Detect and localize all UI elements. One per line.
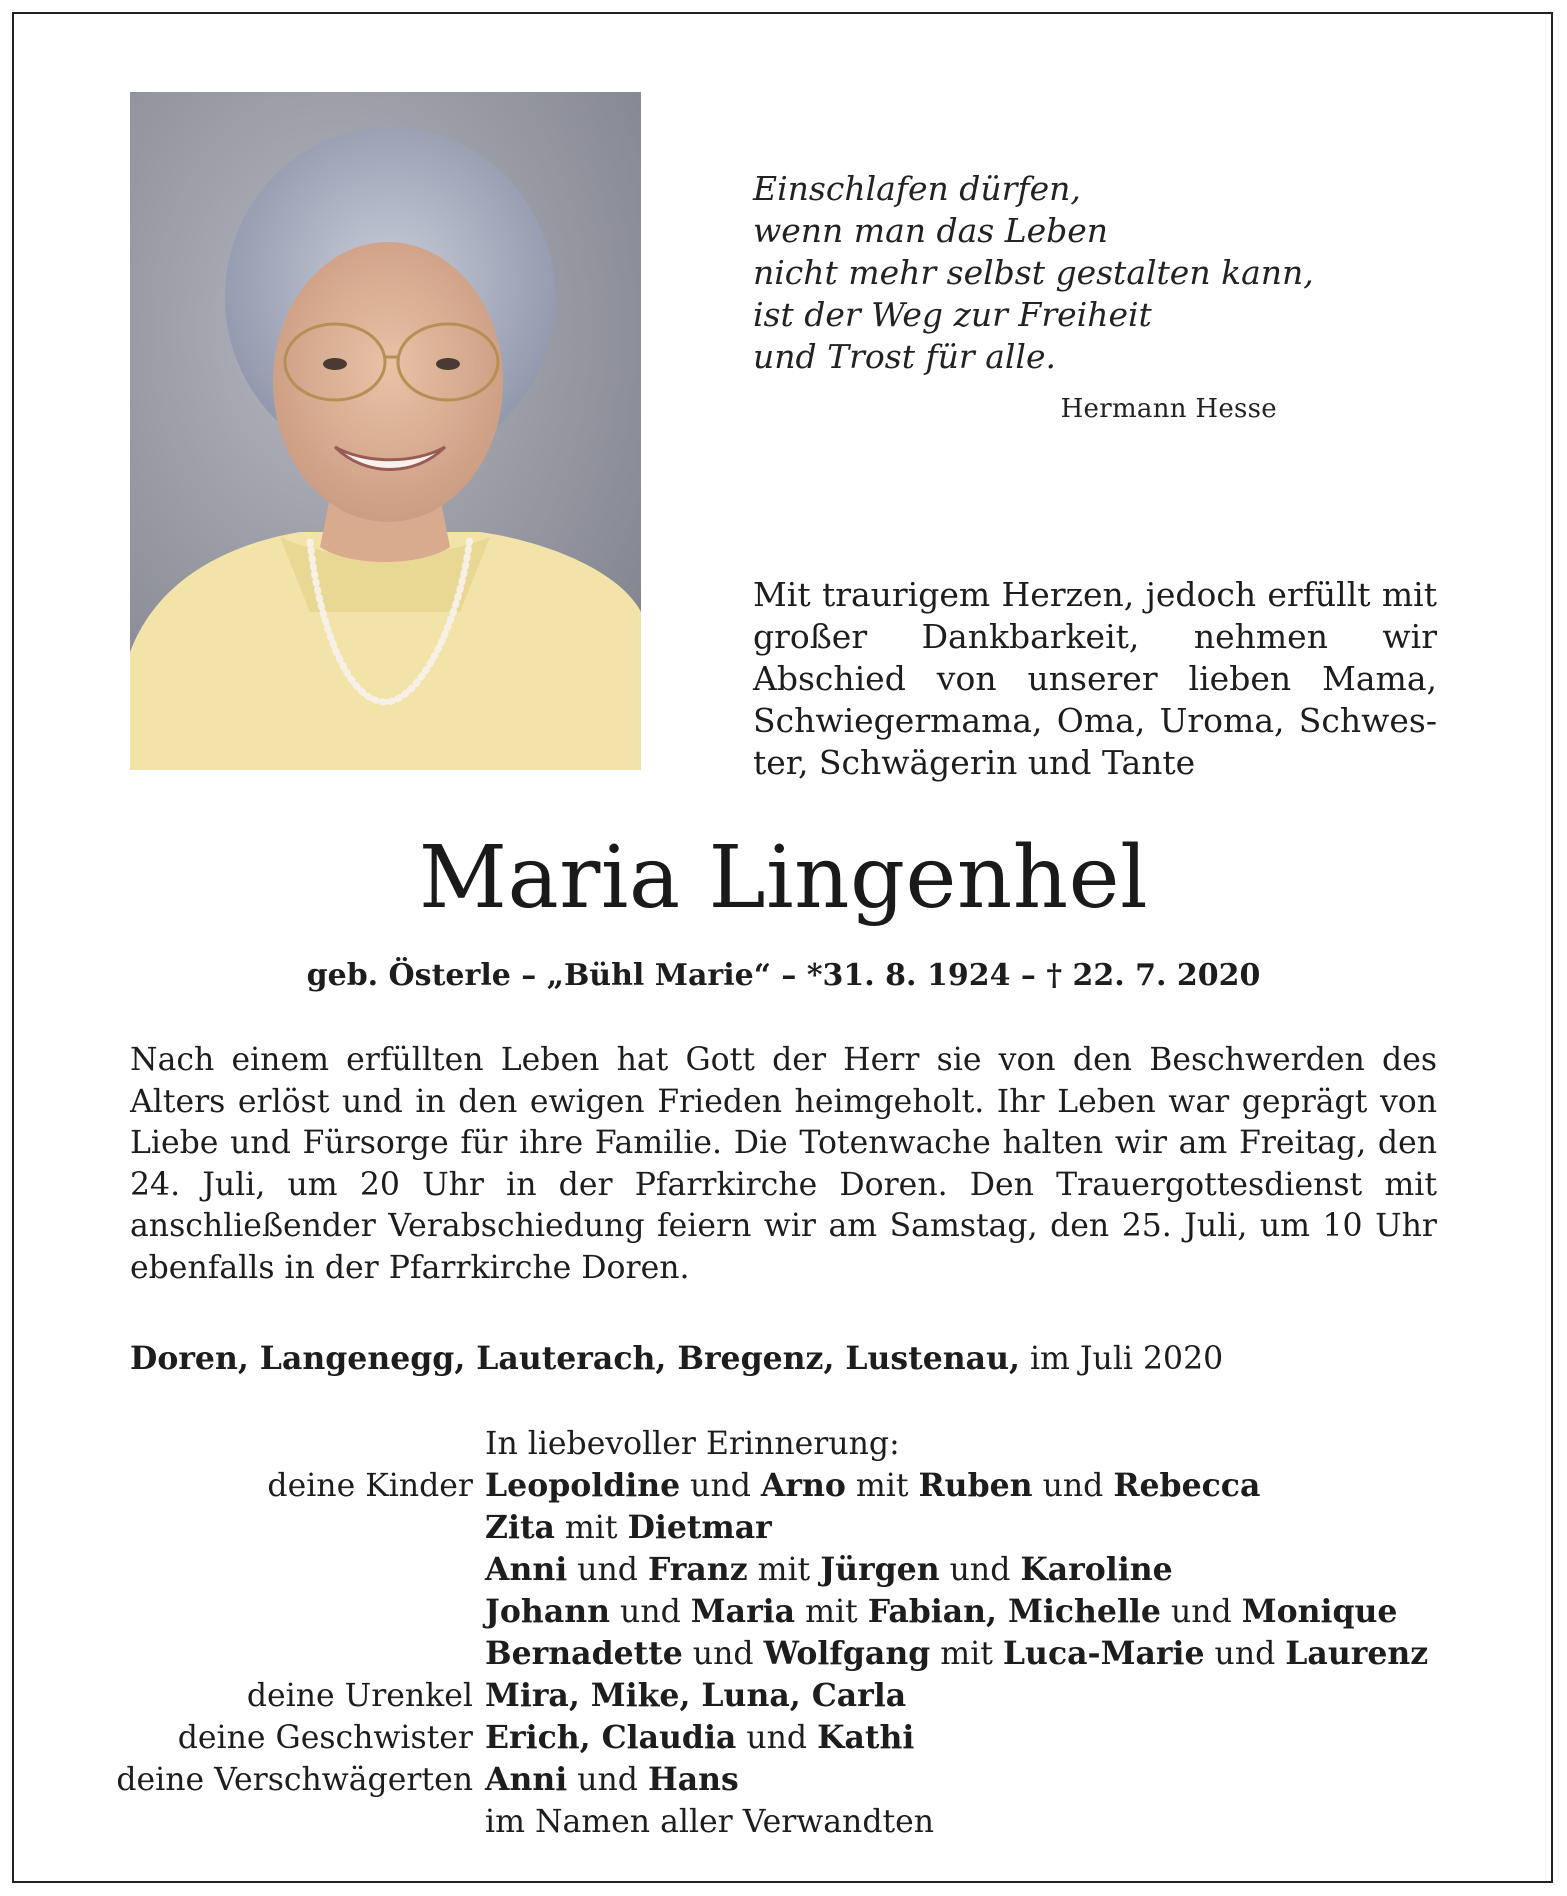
family-row-names <box>485 1675 906 1717</box>
connector-text: und <box>567 1552 648 1588</box>
family-row-names <box>485 1549 1173 1591</box>
family-list <box>0 1465 1567 1801</box>
connector-text: und <box>1032 1468 1114 1504</box>
family-row <box>0 1675 1567 1717</box>
family-row <box>0 1591 1567 1633</box>
family-row <box>0 1465 1567 1507</box>
birth-death-line: geb. Österle – „Bühl Marie“ – *31. 8. 1924 – † 22. 7. 2020 <box>306 958 1261 993</box>
family-name: Zita <box>485 1509 555 1546</box>
poem-line: und Trost für alle. <box>753 337 1056 376</box>
intro-text: Mit traurigem Herzen, jedoch erfüllt mit großer Dankbarkeit, nehmen wir Abschied von unserer lieben Mama, Schwiegermama, Oma, Uroma, Schwester, Schwägerin und Tante <box>753 575 1437 782</box>
portrait-photo <box>130 92 641 770</box>
connector-text: und <box>939 1552 1021 1588</box>
closing-row <box>0 1801 1567 1843</box>
connector-text: und <box>1204 1636 1286 1672</box>
family-row-names <box>485 1507 772 1549</box>
connector-text: mit <box>747 1552 821 1588</box>
obituary-body: Nach einem erfüllten Leben hat Gott der Herr sie von den Beschwerden des Alters erlöst und in den ewigen Frieden heimgeholt. Ihr Leben war geprägt von Liebe und Fürsorge für ihre Familie. Die Totenwache halten wir am Freitag, den 24. Juli, um 20 Uhr in der Pfarrkirche Doren. Den Trauergottesdienst mit anschließender Verabschiedung feiern wir am Samstag, den 25. Juli, um 10 Uhr ebenfalls in der Pfarrkirche Doren. <box>130 1042 1437 1286</box>
connector-text: mit <box>795 1594 868 1630</box>
family-name: Wolfgang <box>763 1635 931 1672</box>
family-name: Maria <box>690 1593 796 1630</box>
family-name: Karoline <box>1020 1551 1173 1588</box>
family-name: Fabian, Michelle <box>867 1593 1161 1630</box>
family-name: Bernadette <box>485 1635 683 1672</box>
places-names: Doren, Langenegg, Lauterach, Bregenz, Lustenau, <box>130 1340 1020 1377</box>
connector-text: und <box>567 1762 648 1798</box>
family-name: Franz <box>647 1551 748 1588</box>
family-name: Laurenz <box>1285 1635 1429 1672</box>
family-name: Anni <box>485 1761 568 1798</box>
memory-section <box>0 1423 1567 1843</box>
family-name: Anni <box>485 1551 568 1588</box>
connector-text: mit <box>845 1468 919 1504</box>
memory-heading-row <box>0 1423 1567 1465</box>
connector-text: und <box>736 1720 818 1756</box>
family-name: Luca-Marie <box>1002 1635 1205 1672</box>
connector-text: mit <box>930 1636 1003 1672</box>
family-row-label: deine Geschwister <box>177 1720 473 1756</box>
places-line <box>130 1338 1437 1380</box>
family-name: Dietmar <box>627 1509 772 1546</box>
connector-text: und <box>1160 1594 1242 1630</box>
family-row-names <box>485 1465 1260 1507</box>
family-name: Leopoldine <box>485 1467 681 1504</box>
family-name: Hans <box>647 1761 739 1798</box>
memory-heading: In liebevoller Erinnerung: <box>485 1426 900 1462</box>
family-row-names <box>485 1717 914 1759</box>
family-row-names <box>485 1759 739 1801</box>
family-row-label: deine Urenkel <box>246 1678 473 1714</box>
family-row <box>0 1549 1567 1591</box>
deceased-name: Maria Lingenhel <box>418 828 1149 928</box>
family-row-label: deine Verschwägerten <box>116 1762 473 1798</box>
family-name: Arno <box>760 1467 846 1504</box>
portrait-icon <box>130 92 641 770</box>
family-row <box>0 1717 1567 1759</box>
connector-text: und <box>682 1636 764 1672</box>
poem-author: Hermann Hesse <box>1060 394 1277 424</box>
family-name: Ruben <box>918 1467 1033 1504</box>
family-name: Erich, Claudia <box>485 1719 737 1756</box>
family-row <box>0 1633 1567 1675</box>
family-row-names <box>485 1591 1397 1633</box>
poem <box>753 168 1314 430</box>
connector-text: und <box>680 1468 761 1504</box>
family-row <box>0 1507 1567 1549</box>
places-date: im Juli 2020 <box>1019 1341 1224 1377</box>
poem-line: wenn man das Leben <box>753 211 1109 250</box>
poem-line: nicht mehr selbst gestalten kann, <box>753 253 1314 292</box>
family-name: Johann <box>485 1593 611 1630</box>
connector-text: und <box>610 1594 691 1630</box>
poem-line: Einschlafen dürfen, <box>753 169 1081 208</box>
family-name: Rebecca <box>1113 1467 1261 1504</box>
family-row-label: deine Kinder <box>267 1468 473 1504</box>
connector-text: mit <box>554 1510 628 1546</box>
poem-line: ist der Weg zur Freiheit <box>753 295 1152 334</box>
family-name: Kathi <box>817 1719 915 1756</box>
family-name: Jürgen <box>820 1551 940 1588</box>
family-row-names <box>485 1633 1428 1675</box>
closing-text: im Namen aller Verwandten <box>485 1804 935 1840</box>
family-name: Monique <box>1241 1593 1398 1630</box>
family-name: Mira, Mike, Luna, Carla <box>485 1677 907 1714</box>
family-row <box>0 1759 1567 1801</box>
